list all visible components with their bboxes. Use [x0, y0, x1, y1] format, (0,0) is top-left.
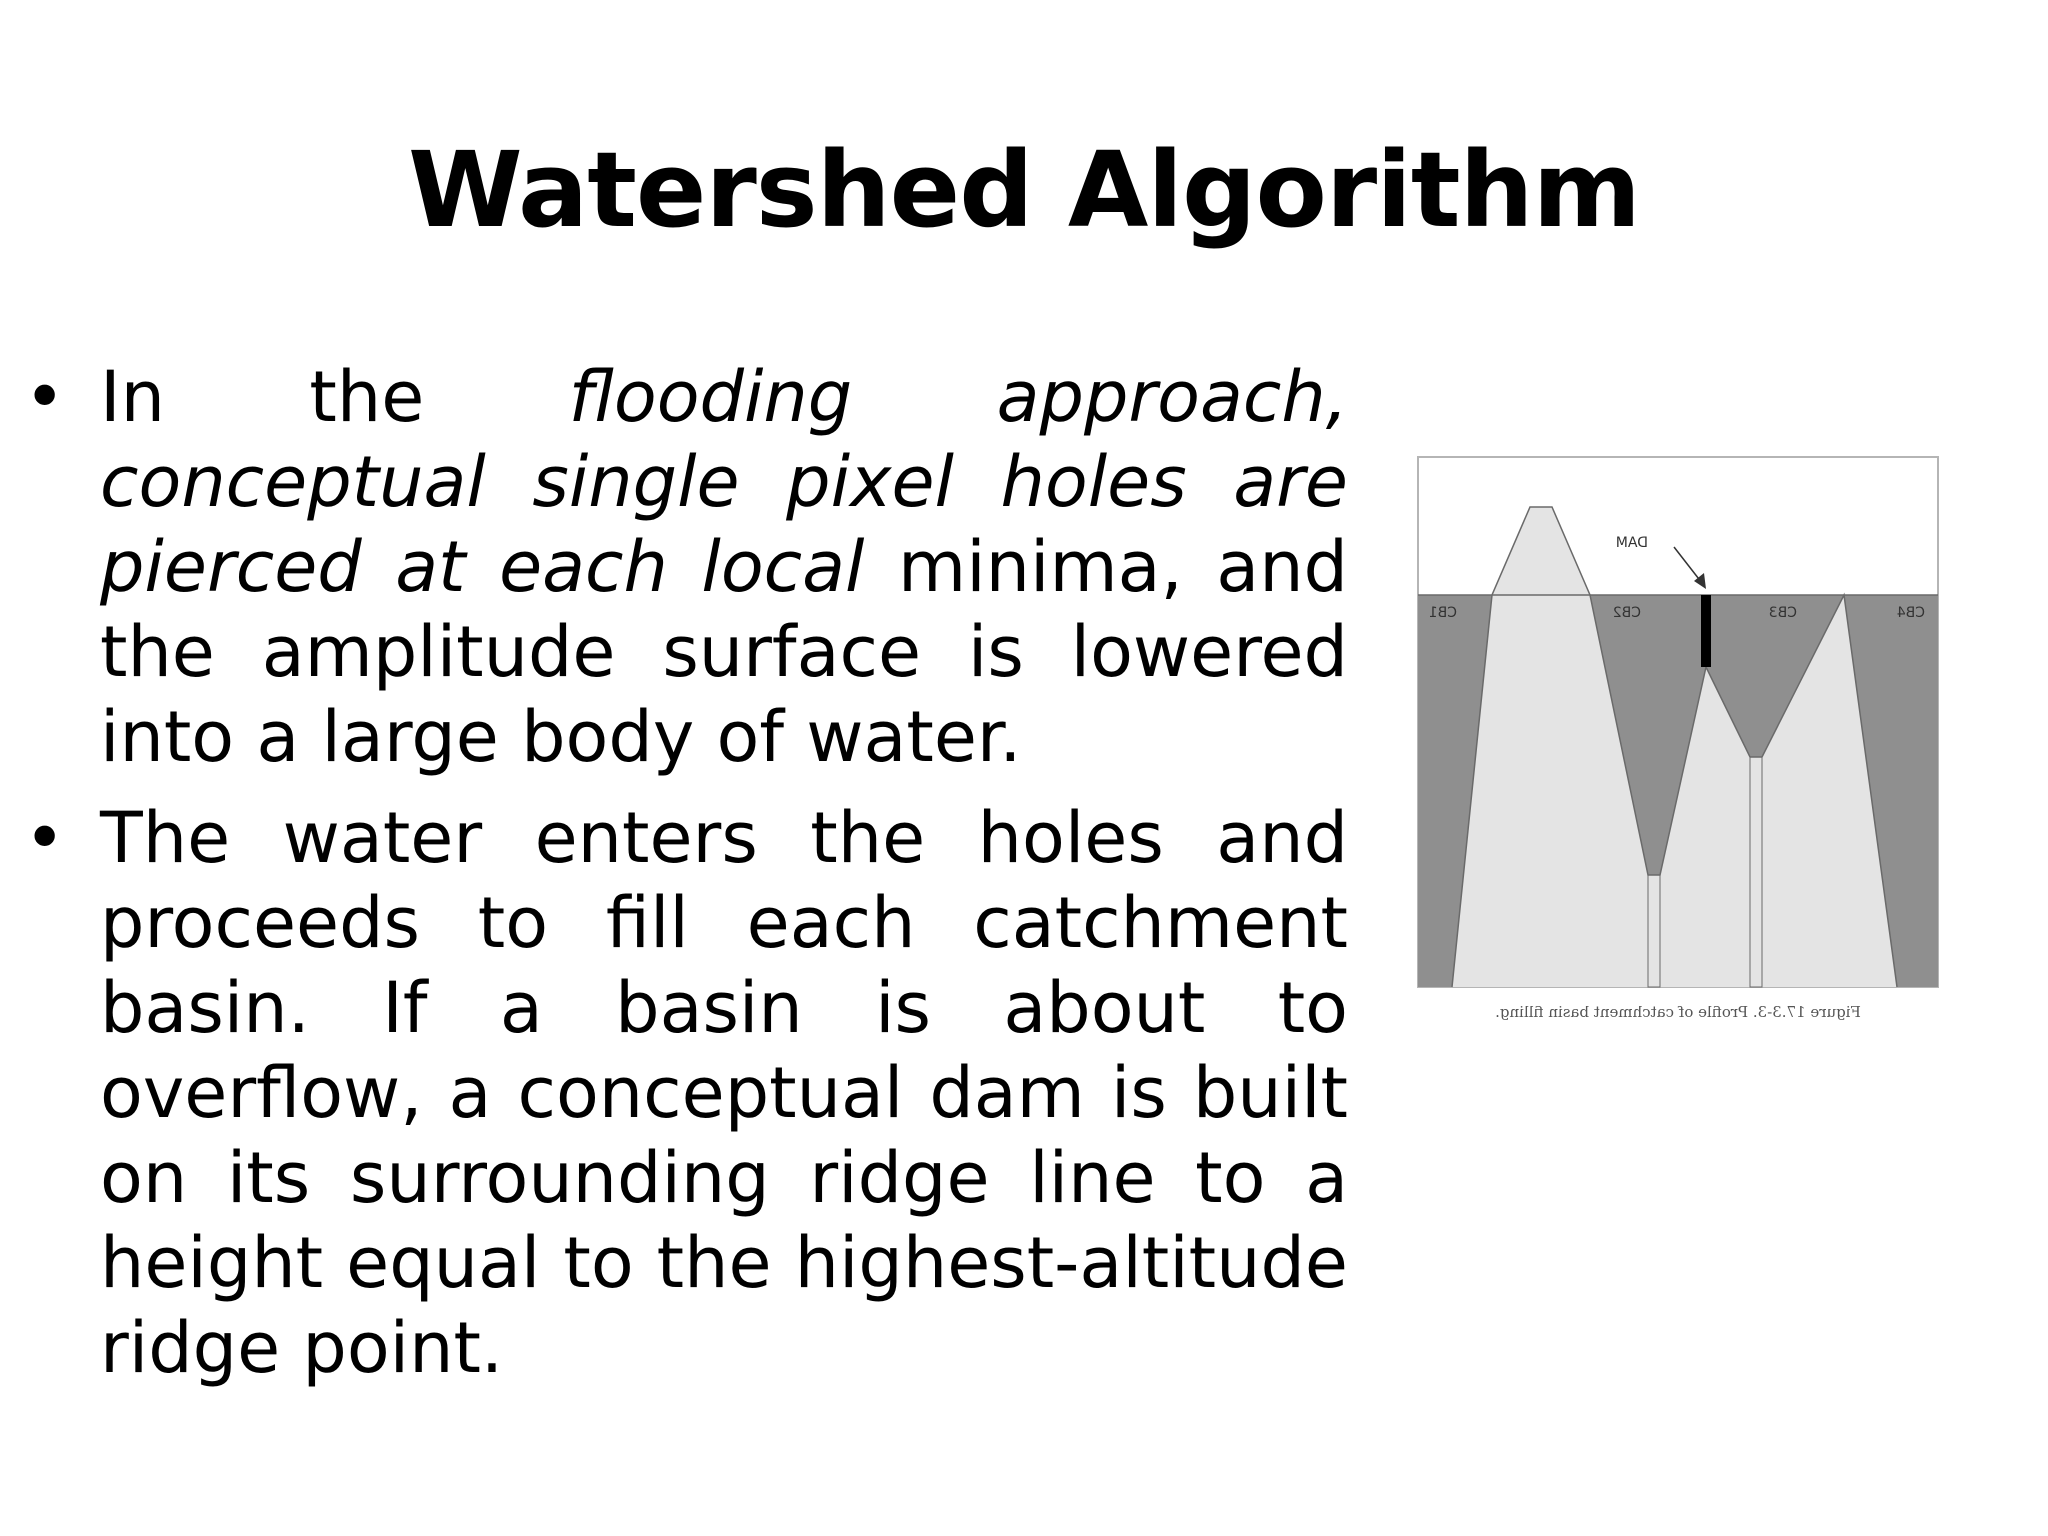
bullet-marker: •	[24, 356, 66, 438]
hole-channel-right	[1750, 757, 1762, 987]
basin-label-cb4: CB4	[1896, 605, 1925, 621]
catchment-basin-figure	[1412, 455, 1944, 1035]
bullet-item-1	[24, 355, 1348, 780]
slide-title: Watershed Algorithm	[408, 129, 1640, 251]
catchment-basin-diagram	[1412, 455, 1944, 1015]
hole-channel-left	[1648, 875, 1660, 987]
basin-label-cb1: CB1	[1428, 605, 1457, 621]
bullet-1-text-italic: flooding approach, conceptual single pixel holes are pierced at each local	[100, 356, 1348, 608]
bullet-1-text-a: In the	[100, 356, 569, 438]
bullet-2-text: The water enters the holes and proceeds to fill each catchment basin. If a basin is about to overflow, a conceptual dam is built on its surrounding ridge line to a height equal to the highest-altitude ridge point.	[100, 797, 1348, 1389]
bullet-1-text-b: minima, and the amplitude surface is lowered into a large body of water.	[100, 526, 1348, 778]
basin-label-cb2: CB2	[1612, 605, 1641, 621]
dam-label: DAM	[1615, 535, 1648, 551]
bullet-marker: •	[24, 797, 66, 879]
figure-caption: Figure 17.3-3. Profile of catchment basin filling.	[1495, 1003, 1861, 1021]
basin-label-cb3: CB3	[1768, 605, 1797, 621]
dam-bar	[1701, 595, 1711, 667]
bullet-item-2	[24, 796, 1348, 1391]
bullet-list	[24, 355, 1348, 1407]
